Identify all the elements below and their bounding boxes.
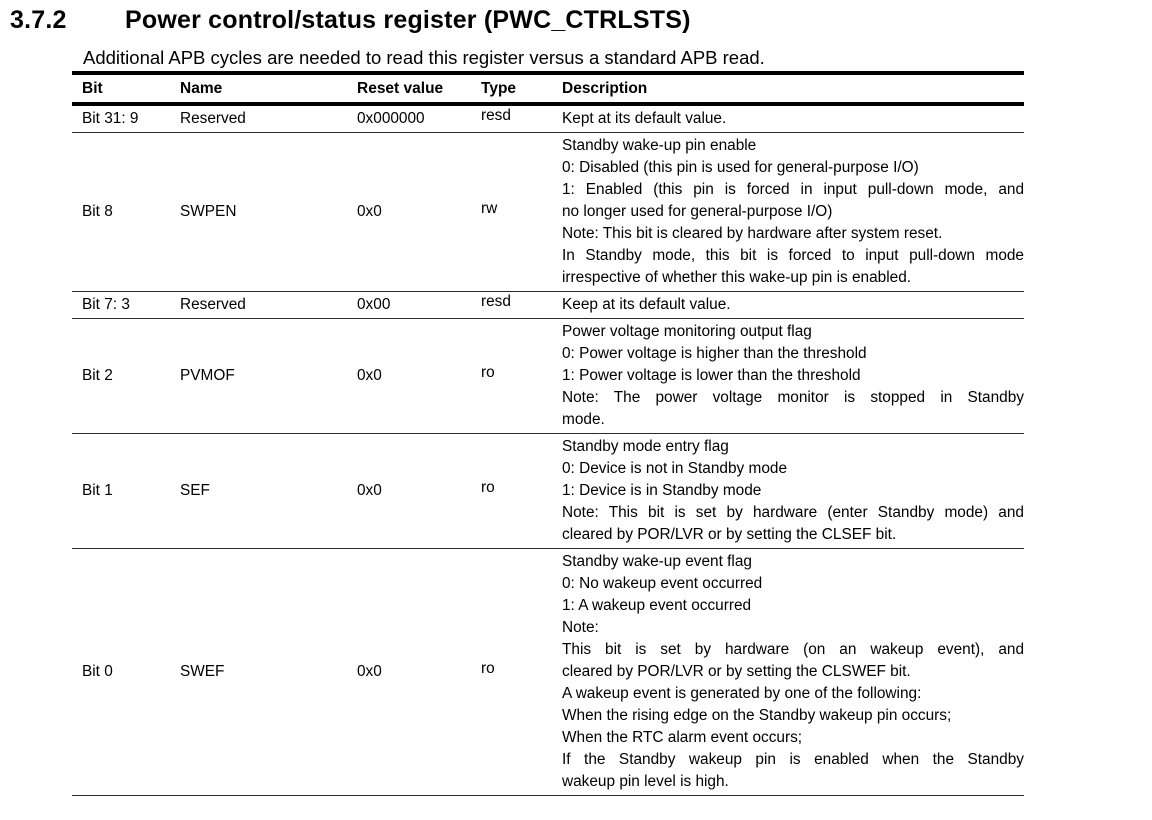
bit-cell: Bit 1 (82, 482, 113, 499)
name-cell: SWEF (180, 663, 225, 680)
type-cell (471, 434, 552, 549)
table-row (72, 434, 1024, 549)
description-line: Standby wake-up event flag (562, 553, 752, 570)
table-row (72, 133, 1024, 292)
description-line: Keep at its default value. (562, 296, 731, 313)
description-line: A wakeup event is generated by one of the following: (562, 685, 922, 702)
table-row (72, 319, 1024, 434)
description-cell (552, 434, 1024, 549)
col-header-type: Type (481, 80, 517, 97)
description-line: Power voltage monitoring output flag (562, 323, 812, 340)
name-cell: Reserved (180, 110, 246, 127)
description-line: In Standby mode, this bit is forced to input pull-down mode (562, 247, 1024, 264)
description-line: Note: This bit is set by hardware (enter Standby mode) and (562, 504, 1024, 521)
bit-cell: Bit 0 (82, 663, 113, 680)
description-line: cleared by POR/LVR or by setting the CLSEF bit. (562, 526, 897, 543)
description-line: Note: (562, 619, 599, 636)
bit-cell: Bit 2 (82, 367, 113, 384)
reset-value-cell: 0x000000 (357, 110, 425, 127)
description-line: 0: Power voltage is higher than the threshold (562, 345, 867, 362)
type-value: ro (481, 660, 495, 677)
section-title: Power control/status register (PWC_CTRLSTS) (125, 6, 691, 34)
register-table (72, 71, 1024, 796)
description-cell (552, 292, 1024, 319)
name-cell: Reserved (180, 296, 246, 313)
description-cell (552, 133, 1024, 292)
register-table-body (72, 104, 1024, 796)
type-cell (471, 549, 552, 796)
type-value: rw (481, 200, 498, 217)
description-line: 0: No wakeup event occurred (562, 575, 763, 592)
type-value: resd (481, 293, 511, 310)
description-line: irrespective of whether this wake-up pin is enabled. (562, 269, 912, 286)
description-line: When the RTC alarm event occurs; (562, 729, 803, 746)
col-header-name: Name (180, 80, 223, 97)
description-cell (552, 104, 1024, 133)
description-line: 0: Disabled (this pin is used for general-purpose I/O) (562, 159, 919, 176)
name-cell: PVMOF (180, 367, 235, 384)
description-line: mode. (562, 411, 605, 428)
section-heading (10, 6, 1152, 35)
description-line: Note: This bit is cleared by hardware after system reset. (562, 225, 943, 242)
col-header-reset-value: Reset value (357, 80, 444, 97)
reset-value-cell: 0x0 (357, 482, 382, 499)
reset-value-cell: 0x0 (357, 203, 382, 220)
name-cell: SWPEN (180, 203, 237, 220)
type-cell (471, 133, 552, 292)
bit-cell: Bit 31: 9 (82, 110, 139, 127)
description-line: 1: A wakeup event occurred (562, 597, 752, 614)
description-line: If the Standby wakeup pin is enabled when the Standby (562, 751, 1024, 768)
description-line: 1: Device is in Standby mode (562, 482, 762, 499)
reset-value-cell: 0x00 (357, 296, 391, 313)
reset-value-cell: 0x0 (357, 367, 382, 384)
col-header-bit: Bit (82, 80, 103, 97)
type-value: ro (481, 364, 495, 381)
reset-value-cell: 0x0 (357, 663, 382, 680)
description-line: wakeup pin level is high. (562, 773, 729, 790)
table-row (72, 292, 1024, 319)
type-cell (471, 319, 552, 434)
description-line: Kept at its default value. (562, 110, 727, 127)
description-line: no longer used for general-purpose I/O) (562, 203, 833, 220)
description-line: Standby wake-up pin enable (562, 137, 757, 154)
description-line: 1: Power voltage is lower than the threshold (562, 367, 861, 384)
type-value: ro (481, 479, 495, 496)
description-line: cleared by POR/LVR or by setting the CLSWEF bit. (562, 663, 911, 680)
table-row (72, 549, 1024, 796)
description-line: This bit is set by hardware (on an wakeup event), and (562, 641, 1024, 658)
description-cell (552, 549, 1024, 796)
description-line: When the rising edge on the Standby wakeup pin occurs; (562, 707, 952, 724)
bit-cell: Bit 7: 3 (82, 296, 130, 313)
description-cell (552, 319, 1024, 434)
description-line: 0: Device is not in Standby mode (562, 460, 787, 477)
type-cell (471, 292, 552, 319)
type-cell (471, 104, 552, 133)
table-row (72, 104, 1024, 133)
section-number: 3.7.2 (10, 6, 67, 34)
type-value: resd (481, 107, 511, 124)
intro-text: Additional APB cycles are needed to read this register versus a standard APB read. (83, 47, 765, 68)
description-line: Standby mode entry flag (562, 438, 729, 455)
name-cell: SEF (180, 482, 210, 499)
bit-cell: Bit 8 (82, 203, 113, 220)
col-header-description: Description (562, 80, 648, 97)
description-line: Note: The power voltage monitor is stopped in Standby (562, 389, 1024, 406)
description-line: 1: Enabled (this pin is forced in input pull-down mode, and (562, 181, 1024, 198)
table-header-row (72, 73, 1024, 104)
